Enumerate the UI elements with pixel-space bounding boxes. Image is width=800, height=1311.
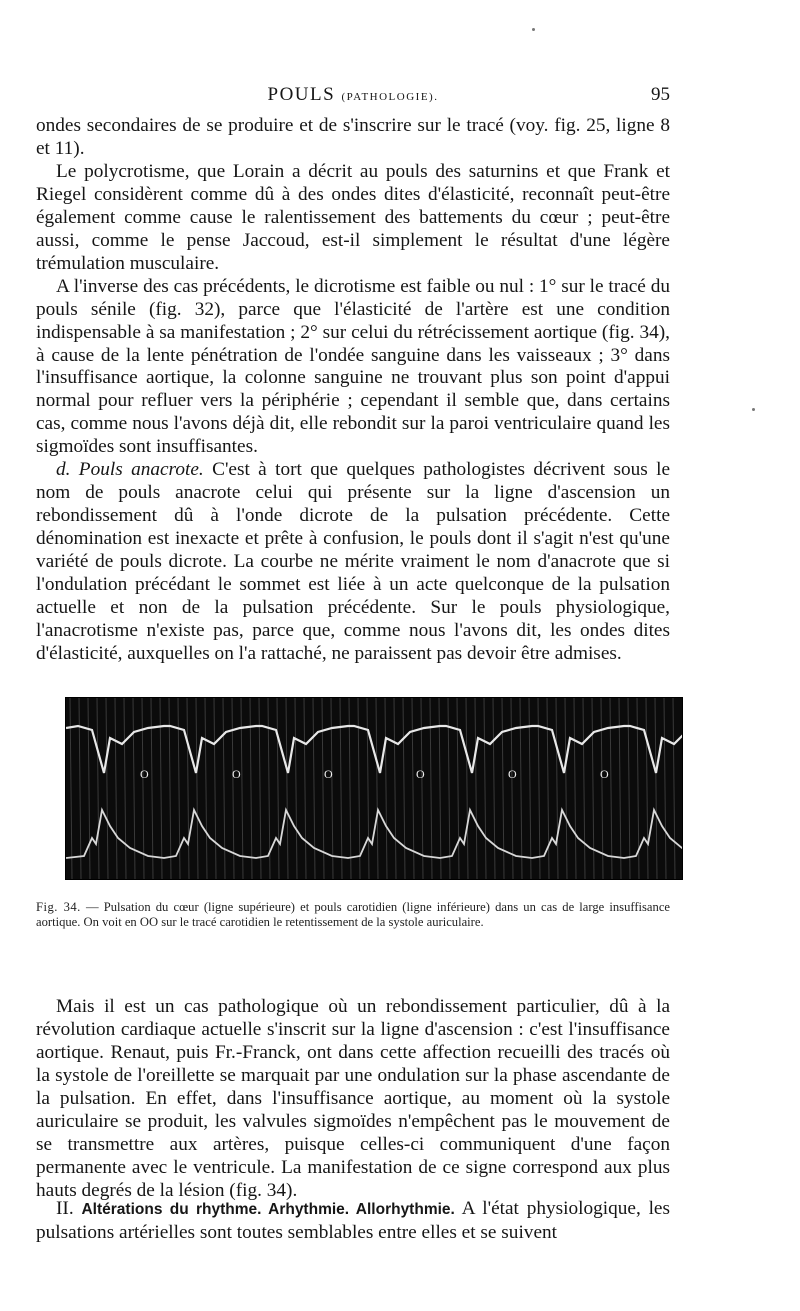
grid-line bbox=[511, 698, 513, 879]
scan-speck bbox=[752, 408, 755, 411]
grid-line bbox=[142, 698, 144, 879]
grid-line bbox=[313, 698, 315, 879]
caption-label: Fig. 34. bbox=[36, 900, 81, 914]
grid-line bbox=[610, 698, 612, 879]
grid-line bbox=[466, 698, 468, 879]
text-block-top bbox=[36, 115, 670, 666]
grid-line bbox=[619, 698, 621, 879]
paragraph: ondes secondaires de se produire et de s'inscrire sur le tracé (voy. fig. 25, ligne 8 et 11). bbox=[36, 115, 670, 159]
grid-line bbox=[304, 698, 306, 879]
grid-line bbox=[547, 698, 549, 879]
grid-line bbox=[295, 698, 297, 879]
grid-line bbox=[448, 698, 450, 879]
section-heading: Altérations du rhythme. Arhythmie. Allorhythmie. bbox=[81, 1201, 455, 1218]
grid-line bbox=[214, 698, 216, 879]
grid-line bbox=[601, 698, 603, 879]
grid-line bbox=[340, 698, 342, 879]
grid-line bbox=[133, 698, 135, 879]
grid-line bbox=[88, 698, 90, 879]
section-block bbox=[36, 1198, 670, 1245]
paragraph: Le polycrotisme, que Lorain a décrit au pouls des saturnins et que Frank et Riegel considèrent comme dû à des ondes dites d'élasticité, reconnaît peut-être également comme cause le ralentissement des battements du cœur ; peut-être aussi, comme le pense Jaccoud, est-il simplement le résultat d'une légère trémulation musculaire. bbox=[36, 160, 670, 274]
grid-line bbox=[205, 698, 207, 879]
grid-line bbox=[187, 698, 189, 879]
grid-line bbox=[502, 698, 504, 879]
grid-line bbox=[115, 698, 117, 879]
grid-line bbox=[655, 698, 657, 879]
trace-marker: O bbox=[324, 767, 333, 781]
trace-marker: O bbox=[232, 767, 241, 781]
grid-line bbox=[421, 698, 423, 879]
section-paragraph: II. Altérations du rhythme. Arhythmie. Allorhythmie. A l'état physiologique, les pulsations artérielles sont toutes semblables entre elles et se suivent bbox=[36, 1198, 670, 1243]
paragraph-anacrote: d. Pouls anacrote. C'est à tort que quelques pathologistes décrivent sous le nom de pouls anacrote celui qui présente sur la ligne d'ascension un rebondissement dû à l'onde dicrote de la pulsation précédente. Cette dénomination est inexacte et prête à confusion, le pouls dont il s'agit n'est qu'une variété de pouls dicrote. La courbe ne mérite vraiment le nom d'anacrote que si l'ondulation précédant le sommet est liée à un acte quelconque de la pulsation actuelle et non de la pulsation précédente. Sur le pouls physiologique, l'anacrotisme n'existe pas, parce que, comme nous l'avons dit, les ondes dites d'élasticité, auxquelles on l'a rattaché, ne paraissent pas devoir être admises. bbox=[36, 459, 670, 664]
grid-line bbox=[250, 698, 252, 879]
pulse-tracing bbox=[66, 698, 682, 879]
subsection-label: d. Pouls anacrote. bbox=[56, 459, 204, 481]
grid-line bbox=[583, 698, 585, 879]
grid-line bbox=[358, 698, 360, 879]
trace-marker: O bbox=[416, 767, 425, 781]
trace-marker: O bbox=[508, 767, 517, 781]
grid-line bbox=[241, 698, 243, 879]
grid-line bbox=[331, 698, 333, 879]
grid-line bbox=[277, 698, 279, 879]
grid-line bbox=[286, 698, 288, 879]
caption-text: — Pulsation du cœur (ligne supérieure) et pouls carotidien (ligne inférieure) dans un cas de large insuffisance aortique. On voit en OO sur le tracé carotidien le retentissement de la systole auriculaire. bbox=[36, 900, 670, 929]
grid-line bbox=[106, 698, 108, 879]
grid-line bbox=[574, 698, 576, 879]
grid-line bbox=[97, 698, 99, 879]
grid-line bbox=[475, 698, 477, 879]
grid-line bbox=[403, 698, 405, 879]
grid-line bbox=[520, 698, 522, 879]
grid-line bbox=[592, 698, 594, 879]
grid-line bbox=[664, 698, 666, 879]
grid-line bbox=[79, 698, 81, 879]
grid-line bbox=[385, 698, 387, 879]
trace-marker: O bbox=[140, 767, 149, 781]
grid-line bbox=[430, 698, 432, 879]
grid-line bbox=[124, 698, 126, 879]
trace-marker: O bbox=[600, 767, 609, 781]
grid-line bbox=[160, 698, 162, 879]
section-number: II. bbox=[56, 1198, 74, 1219]
grid-line bbox=[646, 698, 648, 879]
scan-speck bbox=[532, 28, 535, 31]
pulse-tracing-figure bbox=[65, 697, 683, 880]
paragraph: Mais il est un cas pathologique où un rebondissement particulier, dû à la révolution cardiaque actuelle s'inscrit sur la ligne d'ascension : c'est l'insuffisance aortique. Renaut, puis Fr.-Franck, ont dans cette affection recueilli des tracés où la systole de l'oreillette se marquait par une ondulation sur la phase ascendante de la pulsation. En effet, dans l'insuffisance aortique, au moment où la systole auriculaire se produit, les valvules sigmoïdes n'empêchent pas le mouvement de se transmettre aux artères, puisque celles-ci communiquent d'une façon permanente avec le ventricule. La manifestation de ce signe correspond aux plus hauts degrés de la lésion (fig. 34). bbox=[36, 996, 670, 1201]
grid-line bbox=[484, 698, 486, 879]
text-block-bottom bbox=[36, 996, 670, 1203]
grid-line bbox=[196, 698, 198, 879]
figure-caption bbox=[36, 900, 670, 929]
grid-line bbox=[493, 698, 495, 879]
grid-line bbox=[151, 698, 153, 879]
grid-line bbox=[376, 698, 378, 879]
cardiac-trace bbox=[66, 726, 682, 773]
carotid-trace bbox=[66, 810, 682, 858]
grid-line bbox=[394, 698, 396, 879]
grid-line bbox=[565, 698, 567, 879]
grid-line bbox=[673, 698, 675, 879]
grid-line bbox=[556, 698, 558, 879]
grid-line bbox=[367, 698, 369, 879]
running-header bbox=[36, 84, 670, 108]
running-title-sub: (PATHOLOGIE). bbox=[341, 91, 439, 103]
grid-line bbox=[223, 698, 225, 879]
running-title: POULS (PATHOLOGIE). bbox=[267, 84, 439, 105]
paragraph: A l'inverse des cas précédents, le dicrotisme est faible ou nul : 1° sur le tracé du pouls sénile (fig. 32), parce que l'élasticité de l'artère est une condition indispensable à sa manifestation ; 2° sur celui du rétrécissement aortique (fig. 34), à cause de la lente pénétration de l'ondée sanguine dans les vaisseaux ; 3° dans l'insuffisance aortique, la colonne sanguine ne trouvant plus son point d'appui normal pour refluer vers la périphérie ; cependant il semble que, dans certains cas, comme nous l'avons déjà dit, elle rebondit sur la paroi ventriculaire quand les sigmoïdes sont insuffisantes. bbox=[36, 275, 670, 458]
page-number: 95 bbox=[651, 84, 670, 105]
grid-line bbox=[70, 698, 72, 879]
grid-line bbox=[457, 698, 459, 879]
